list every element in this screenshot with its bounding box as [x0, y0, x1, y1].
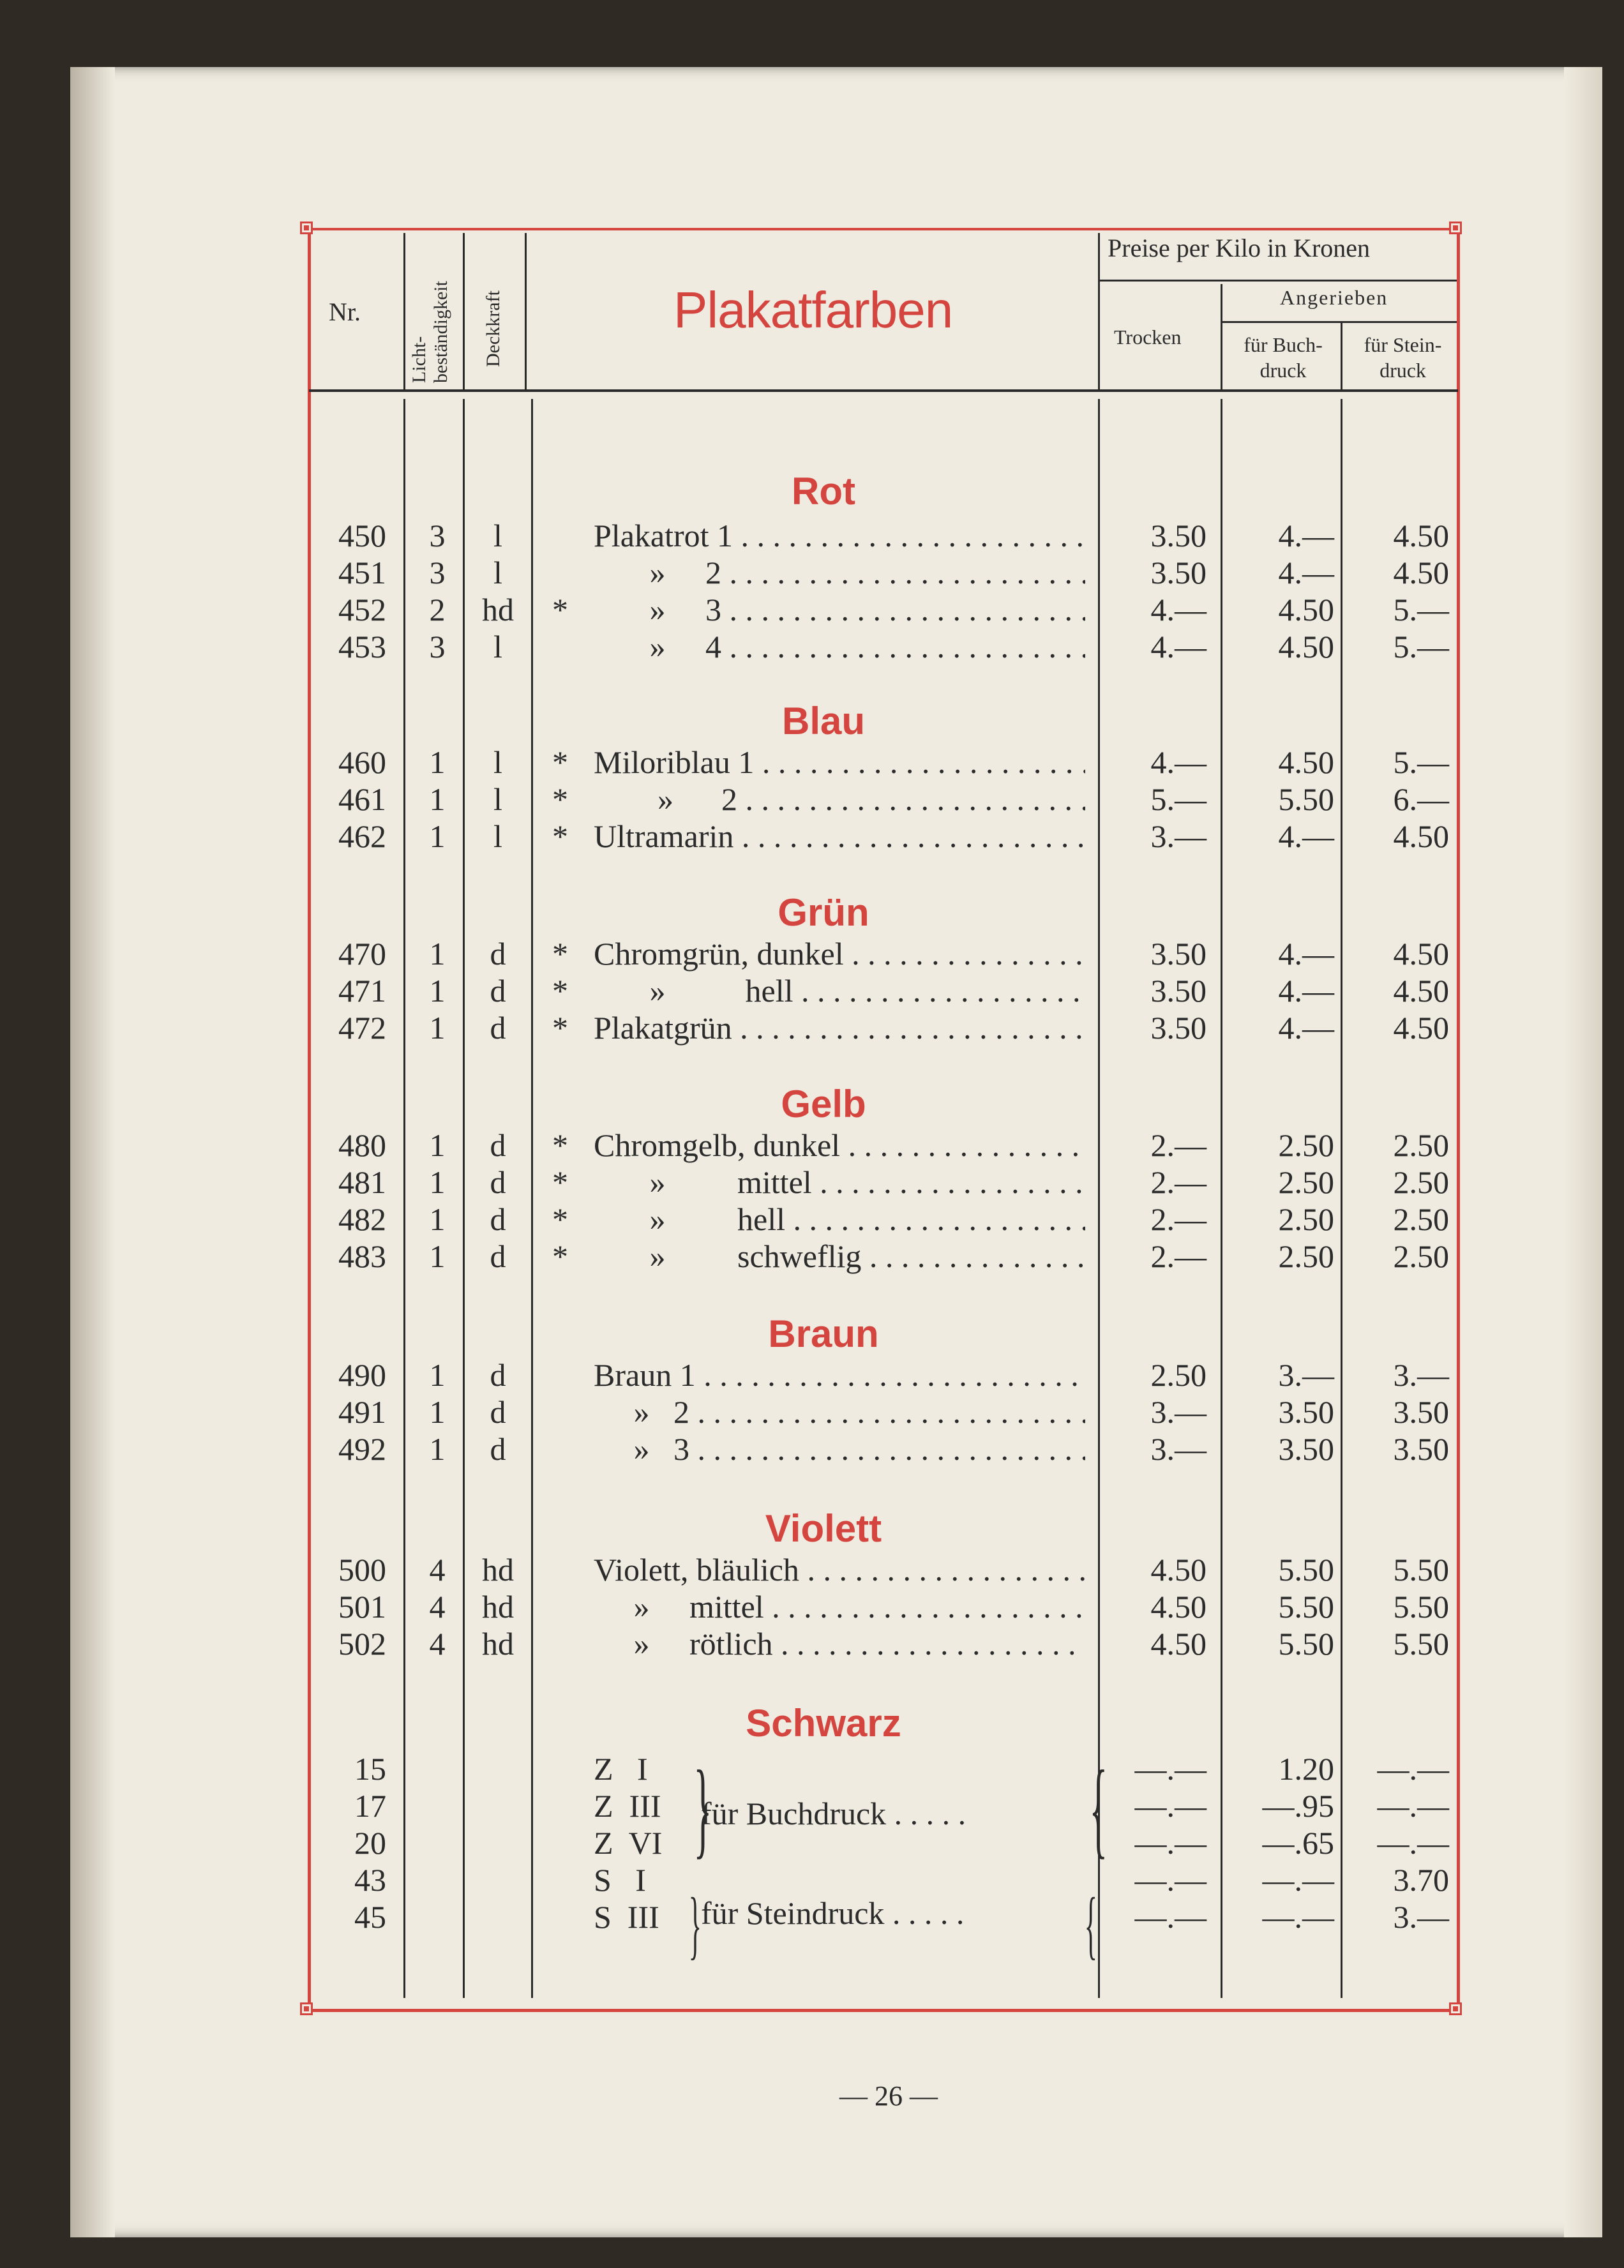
cell-tr: 3.— [1150, 1394, 1207, 1430]
cell-nr: 471 [338, 973, 386, 1009]
cell-d: d [490, 1357, 506, 1393]
cell-name: » 2 . . . [594, 554, 1085, 591]
cell-d: d [490, 1201, 506, 1237]
cell-nr: 450 [338, 518, 386, 553]
cell-tr: 2.50 [1150, 1357, 1207, 1393]
table-row [0, 628, 1624, 665]
red-frame-bottom [308, 2009, 1460, 2012]
cell-bu: —.65 [1262, 1825, 1334, 1861]
cell-bu: 4.— [1278, 973, 1334, 1009]
cell-bu: 5.50 [1278, 1552, 1334, 1588]
cell-st: 4.50 [1393, 555, 1449, 590]
cell-name: » hell . . . [594, 1201, 1085, 1238]
col-divider [403, 233, 405, 389]
table-row [0, 1551, 1624, 1588]
cell-bu: —.95 [1262, 1788, 1334, 1824]
section-heading: Blau [781, 700, 866, 742]
cell-name: Chromgrün, dunkel . . . [594, 935, 1085, 972]
col-divider [1341, 322, 1342, 389]
cell-tr: 4.— [1150, 629, 1207, 665]
table-row [0, 1431, 1624, 1468]
col-divider [1098, 233, 1100, 389]
cell-bu: 4.— [1278, 936, 1334, 972]
cell-st: 3.50 [1393, 1431, 1449, 1467]
cell-name: Chromgelb, dunkel . . . [594, 1127, 1085, 1164]
table-row [0, 1750, 1624, 1787]
cell-tr: —.— [1134, 1862, 1207, 1898]
cell-l: 3 [429, 555, 446, 590]
cell-l: 2 [429, 592, 446, 627]
cell-nr: 20 [354, 1825, 386, 1861]
cell-nr: 43 [354, 1862, 386, 1898]
frame-corner-icon [1449, 2002, 1462, 2015]
cell-bu: 4.— [1278, 518, 1334, 553]
cell-l: 1 [429, 781, 446, 817]
cell-d: l [493, 818, 502, 854]
header-rule [1098, 280, 1457, 282]
cell-nr: 452 [338, 592, 386, 627]
header-preise: Preise per Kilo in Kronen [1108, 234, 1371, 262]
cell-d: l [493, 555, 502, 590]
section-heading: Rot [792, 470, 855, 513]
cell-name: Ultramarin . . . [594, 818, 1085, 855]
cell-d: d [490, 936, 506, 972]
section-heading: Braun [768, 1312, 879, 1355]
cell-name: » rötlich . . . [594, 1625, 1085, 1662]
cell-bu: 5.50 [1278, 1589, 1334, 1625]
cell-st: 5.— [1393, 629, 1449, 665]
cell-name: » 3 . . . [594, 591, 1085, 628]
cell-st: 5.50 [1393, 1552, 1449, 1588]
cell-nr: 460 [338, 744, 386, 780]
table-row [0, 1009, 1624, 1046]
cell-tr: 2.— [1150, 1201, 1207, 1237]
cell-name: » 2 . . . [594, 781, 1085, 818]
cell-nr: 500 [338, 1552, 386, 1588]
cell-nr: 491 [338, 1394, 386, 1430]
cell-d: d [490, 1127, 506, 1163]
cell-nr: 481 [338, 1164, 386, 1200]
cell-name: » mittel . . . [594, 1588, 1085, 1625]
header-lichtbestaendigkeit [409, 236, 452, 383]
cell-tr: —.— [1134, 1751, 1207, 1787]
cell-st: 2.50 [1393, 1201, 1449, 1237]
cell-d: hd [482, 1589, 514, 1625]
table-row [0, 1356, 1624, 1393]
cell-d: d [490, 1164, 506, 1200]
table-row [0, 554, 1624, 591]
cell-name: » schweflig . . . [594, 1238, 1085, 1275]
cell-bu: 2.50 [1278, 1201, 1334, 1237]
cell-nr: 492 [338, 1431, 386, 1467]
section-heading: Violett [765, 1507, 882, 1550]
cell-d: d [490, 1010, 506, 1046]
table-row [0, 517, 1624, 554]
cell-name: Miloriblau 1 . . . [594, 744, 1085, 781]
brace-right-buchdruck: { [1089, 1748, 1108, 1868]
cell-l: 4 [429, 1552, 446, 1588]
cell-st: 2.50 [1393, 1164, 1449, 1200]
cell-nr: 15 [354, 1751, 386, 1787]
cell-st: 5.— [1393, 744, 1449, 780]
cell-nr: 451 [338, 555, 386, 590]
cell-code: Z III [594, 1788, 661, 1824]
table-row [0, 818, 1624, 855]
cell-tr: 4.50 [1150, 1589, 1207, 1625]
cell-l: 1 [429, 1238, 446, 1274]
table-row [0, 1625, 1624, 1662]
cell-d: l [493, 629, 502, 665]
header-licht-label: Licht-beständigkeit [409, 281, 451, 383]
cell-bu: —.— [1262, 1899, 1334, 1935]
cell-st: 6.— [1393, 781, 1449, 817]
cell-l: 1 [429, 818, 446, 854]
cell-name: » 2 . . . [594, 1393, 1085, 1431]
cell-d: hd [482, 1552, 514, 1588]
cell-code: S III [594, 1899, 659, 1935]
cell-tr: 3.50 [1150, 555, 1207, 590]
page-title: Plakatfarben [673, 282, 953, 338]
cell-d: hd [482, 1626, 514, 1662]
cell-tr: 2.— [1150, 1127, 1207, 1163]
header-buchdruck: für Buch-druck [1244, 333, 1323, 382]
frame-corner-icon [300, 222, 313, 234]
table-row [0, 935, 1624, 972]
cell-l: 1 [429, 1357, 446, 1393]
cell-bu: 4.50 [1278, 744, 1334, 780]
schwarz-buchdruck-label: für Buchdruck . . . . . [701, 1796, 966, 1831]
cell-bu: —.— [1262, 1862, 1334, 1898]
table-row [0, 1127, 1624, 1164]
page-number: — 26 — [839, 2080, 938, 2112]
section-heading: Schwarz [746, 1702, 901, 1745]
cell-tr: 3.50 [1150, 973, 1207, 1009]
cell-d: d [490, 1431, 506, 1467]
brace-left-buchdruck: } [693, 1748, 712, 1868]
table-row [0, 1164, 1624, 1201]
table-row [0, 591, 1624, 628]
cell-bu: 5.50 [1278, 781, 1334, 817]
table-row [0, 1393, 1624, 1431]
cell-star: * [552, 1201, 568, 1237]
cell-bu: 4.50 [1278, 592, 1334, 627]
header-trocken: Trocken [1114, 326, 1182, 349]
cell-l: 4 [429, 1626, 446, 1662]
cell-star: * [552, 592, 568, 627]
cell-st: —.— [1377, 1825, 1449, 1861]
cell-nr: 480 [338, 1127, 386, 1163]
cell-d: hd [482, 592, 514, 627]
col-divider [463, 233, 465, 389]
cell-d: l [493, 518, 502, 553]
cell-star: * [552, 818, 568, 854]
cell-bu: 3.50 [1278, 1394, 1334, 1430]
cell-star: * [552, 744, 568, 780]
cell-st: 4.50 [1393, 1010, 1449, 1046]
cell-nr: 482 [338, 1201, 386, 1237]
cell-l: 3 [429, 518, 446, 553]
cell-star: * [552, 973, 568, 1009]
cell-st: 3.70 [1393, 1862, 1449, 1898]
cell-st: —.— [1377, 1788, 1449, 1824]
cell-name: » 3 . . . [594, 1431, 1085, 1468]
cell-star: * [552, 1164, 568, 1200]
cell-nr: 483 [338, 1238, 386, 1274]
table-row [0, 1861, 1624, 1898]
table-row [0, 1588, 1624, 1625]
cell-bu: 4.— [1278, 555, 1334, 590]
cell-nr: 502 [338, 1626, 386, 1662]
cell-tr: 4.— [1150, 592, 1207, 627]
cell-star: * [552, 1238, 568, 1274]
cell-bu: 2.50 [1278, 1238, 1334, 1274]
cell-l: 1 [429, 1127, 446, 1163]
cell-nr: 462 [338, 818, 386, 854]
cell-nr: 470 [338, 936, 386, 972]
table-row [0, 1238, 1624, 1275]
cell-name: Braun 1 . . . [594, 1356, 1085, 1393]
cell-l: 3 [429, 629, 446, 665]
frame-corner-icon [1449, 222, 1462, 234]
header-nr: Nr. [329, 297, 361, 326]
cell-st: 2.50 [1393, 1238, 1449, 1274]
cell-st: —.— [1377, 1751, 1449, 1787]
cell-st: 5.50 [1393, 1589, 1449, 1625]
cell-tr: 3.50 [1150, 1010, 1207, 1046]
header-steindruck: für Stein-druck [1364, 333, 1442, 382]
section-heading: Gelb [781, 1083, 866, 1125]
cell-code: Z I [594, 1751, 648, 1787]
cell-nr: 490 [338, 1357, 386, 1393]
cell-name: Violett, bläulich . . . [594, 1551, 1085, 1588]
schwarz-steindruck-label: für Steindruck . . . . . [701, 1895, 965, 1931]
cell-name: » mittel . . . [594, 1164, 1085, 1201]
cell-l: 1 [429, 936, 446, 972]
cell-tr: —.— [1134, 1825, 1207, 1861]
cell-tr: 2.— [1150, 1164, 1207, 1200]
cell-name: » 4 . . . [594, 628, 1085, 665]
table-row [0, 744, 1624, 781]
cell-tr: 5.— [1150, 781, 1207, 817]
cell-st: 2.50 [1393, 1127, 1449, 1163]
cell-l: 1 [429, 1394, 446, 1430]
cell-tr: 4.50 [1150, 1552, 1207, 1588]
cell-l: 1 [429, 1431, 446, 1467]
cell-nr: 472 [338, 1010, 386, 1046]
cell-star: * [552, 1127, 568, 1163]
section-heading: Grün [778, 891, 869, 934]
cell-st: 5.50 [1393, 1626, 1449, 1662]
cell-bu: 2.50 [1278, 1127, 1334, 1163]
cell-bu: 1.20 [1278, 1751, 1334, 1787]
cell-tr: 3.— [1150, 818, 1207, 854]
cell-name: Plakatgrün . . . [594, 1009, 1085, 1046]
cell-l: 1 [429, 1201, 446, 1237]
cell-st: 4.50 [1393, 973, 1449, 1009]
cell-l: 1 [429, 744, 446, 780]
cell-nr: 17 [354, 1788, 386, 1824]
brace-left-steindruck: } [688, 1882, 702, 1967]
header-rule [1221, 321, 1457, 323]
cell-tr: 3.— [1150, 1431, 1207, 1467]
cell-code: Z VI [594, 1825, 663, 1861]
cell-l: 1 [429, 1164, 446, 1200]
cell-nr: 45 [354, 1899, 386, 1935]
cell-tr: —.— [1134, 1899, 1207, 1935]
cell-nr: 461 [338, 781, 386, 817]
cell-tr: 4.50 [1150, 1626, 1207, 1662]
cell-bu: 3.50 [1278, 1431, 1334, 1467]
cell-bu: 4.50 [1278, 629, 1334, 665]
header-deckkraft: Deckkraft [483, 290, 504, 367]
cell-d: d [490, 1394, 506, 1430]
col-divider [1221, 284, 1222, 389]
cell-l: 1 [429, 973, 446, 1009]
table-row [0, 972, 1624, 1009]
table-row [0, 781, 1624, 818]
cell-st: 3.50 [1393, 1394, 1449, 1430]
header-bottom-rule [309, 389, 1458, 392]
cell-bu: 5.50 [1278, 1626, 1334, 1662]
brace-right-steindruck: { [1084, 1882, 1097, 1967]
cell-d: d [490, 1238, 506, 1274]
cell-bu: 4.— [1278, 818, 1334, 854]
frame-corner-icon [300, 2002, 313, 2015]
cell-d: l [493, 781, 502, 817]
cell-star: * [552, 1010, 568, 1046]
cell-tr: 2.— [1150, 1238, 1207, 1274]
cell-name: » hell . . . [594, 972, 1085, 1009]
col-divider [525, 233, 527, 389]
cell-d: l [493, 744, 502, 780]
cell-nr: 453 [338, 629, 386, 665]
cell-bu: 4.— [1278, 1010, 1334, 1046]
cell-star: * [552, 781, 568, 817]
cell-st: 4.50 [1393, 936, 1449, 972]
table-row [0, 1201, 1624, 1238]
cell-d: d [490, 973, 506, 1009]
cell-code: S I [594, 1862, 646, 1898]
cell-bu: 2.50 [1278, 1164, 1334, 1200]
cell-star: * [552, 936, 568, 972]
cell-tr: 3.50 [1150, 518, 1207, 553]
cell-l: 1 [429, 1010, 446, 1046]
header-angerieben: Angerieben [1280, 286, 1388, 309]
cell-st: 3.— [1393, 1357, 1449, 1393]
cell-nr: 501 [338, 1589, 386, 1625]
cell-tr: 4.— [1150, 744, 1207, 780]
cell-tr: —.— [1134, 1788, 1207, 1824]
cell-st: 3.— [1393, 1899, 1449, 1935]
cell-bu: 3.— [1278, 1357, 1334, 1393]
cell-st: 5.— [1393, 592, 1449, 627]
cell-tr: 3.50 [1150, 936, 1207, 972]
cell-l: 4 [429, 1589, 446, 1625]
cell-st: 4.50 [1393, 518, 1449, 553]
cell-name: Plakatrot 1 . . . [594, 517, 1085, 554]
cell-st: 4.50 [1393, 818, 1449, 854]
